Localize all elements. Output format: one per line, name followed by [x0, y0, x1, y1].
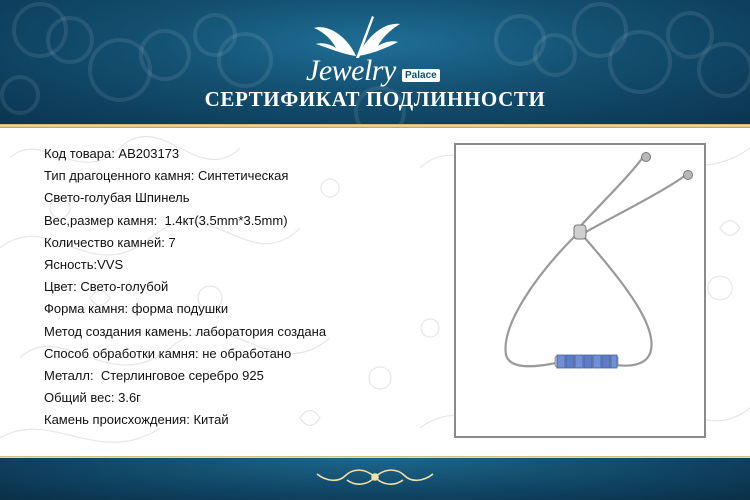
spec-item: Камень происхождения: Китай — [44, 412, 229, 428]
spec-item: Код товара: AB203173 — [44, 146, 180, 161]
spec-item: Количество камней: 7 — [44, 234, 176, 250]
spec-item: Цвет: Свето-голубой — [44, 279, 169, 295]
page-title: СЕРТИФИКАТ ПОДЛИННОСТИ — [204, 87, 546, 111]
logo-badge: Palace — [402, 69, 440, 82]
spec-item: Тип драгоценного камня: Синтетическая — [44, 168, 289, 184]
header-banner — [0, 0, 750, 124]
spec-item: Свето-голубая Шпинель — [44, 190, 190, 206]
spec-item: Общий вес: 3.6г — [44, 390, 141, 406]
spec-item: Ясность:VVS — [44, 256, 124, 272]
jewelry-palace-logo — [306, 14, 456, 86]
ornament-flourish-icon — [305, 466, 445, 488]
product-image-frame — [454, 143, 706, 438]
bead-end-icon — [684, 171, 693, 180]
spec-item: Металл: Стерлинговое серебро 925 — [44, 367, 264, 383]
gem-bar — [555, 355, 618, 368]
bead-end-icon — [642, 153, 651, 162]
spec-item: Форма камня: форма подушки — [44, 301, 229, 317]
spec-item: Метод создания камень: лаборатория создана — [44, 323, 327, 339]
logo-wordmark: Jewelry — [306, 54, 396, 87]
bracelet-image — [456, 145, 704, 436]
spec-item: Способ обработки камня: не обработано — [44, 345, 292, 361]
specifications-list — [44, 143, 424, 431]
spec-item: Вес,размер камня: 1.4кт(3.5mm*3.5mm) — [44, 212, 288, 228]
slider-clasp-icon — [574, 225, 586, 239]
